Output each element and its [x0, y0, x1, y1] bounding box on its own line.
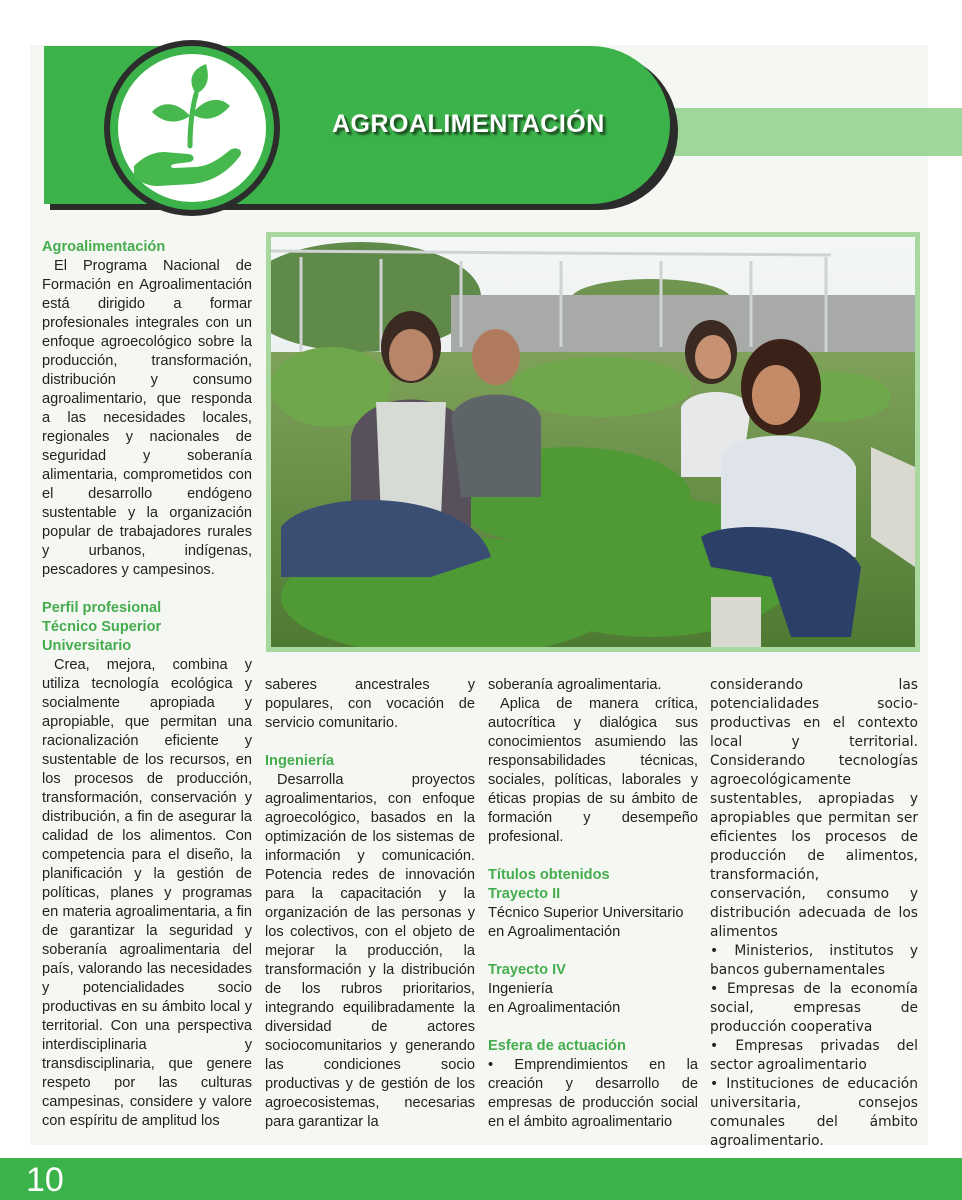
plant-in-hand-icon — [118, 54, 266, 202]
section-heading-trayecto-4: Trayecto IV — [488, 962, 566, 978]
section-heading-ingenieria: Ingeniería — [265, 753, 334, 769]
trayecto-4-line-1: Ingeniería — [488, 981, 553, 997]
header-band — [660, 108, 962, 156]
ingenieria-paragraph: Desarrolla proyectos agroalimentarios, con enfoque agroecológico, basados en la optimización de los sistemas de información y comunicación. Potencia redes de innovación para la capacitación y la organización de las personas y los colectivos, con el objeto de mejorar la producción, la transformación y la distribución de los rubros prioritarios, integrando equilibradamente la diversidad de actores sociocomunitarios y generando las condiciones socio productivas y de gestión de los agroecosistemas, necesarias para garantizar la — [265, 772, 475, 1130]
section-heading-tsu: Técnico Superior — [42, 619, 162, 635]
list-item: • Empresas de la economía social, empresas de producción cooperativa — [710, 981, 918, 1035]
esfera-bullet: • Emprendimientos en la creación y desarrollo de empresas de producción social en el ámbito agroalimentario — [488, 1057, 698, 1130]
page-number: 10 — [26, 1161, 64, 1199]
footer-bar — [0, 1158, 962, 1200]
list-item: • Ministerios, institutos y bancos gubernamentales — [710, 943, 918, 978]
col2-continuation: saberes ancestrales y populares, con vocación de servicio comunitario. — [265, 677, 475, 731]
perfil-paragraph: Crea, mejora, combina y utiliza tecnología ecológica y socialmente apropiada y apropiable, que permitan una racionalización eficiente y sustentable de los recursos, en los procesos de producción, transformación, conservación y distribución, a fin de asegurar la calidad de los alimentos. Con competencia para el diseño, la planificación y la gestión de políticas, planes y programas en materia agroalimentaria, a fin de garantizar la seguridad y soberanía agroalimentaria del país, valorando las necesidades y potencialidades socio productivas en su ámbito local y territorial. Con una perspectiva interdisciplinaria y transdisciplinaria, que genere respeto por las culturas campesinas, considere y valore con espíritu de amplitud los — [42, 657, 252, 1129]
section-heading-perfil: Perfil profesional — [42, 600, 162, 616]
column-3 — [488, 676, 698, 1132]
section-heading-esfera: Esfera de actuación — [488, 1038, 626, 1054]
section-heading-trayecto-2: Trayecto II — [488, 886, 561, 902]
col3-continuation: soberanía agroalimentaria. — [488, 677, 662, 693]
col4-paragraph: considerando las potencialidades socio-productivas en el contexto local y territorial. Considerando tecnologías agroecológicamente sustentables, apropiadas y apropiables que permitan ser eficientes los procesos de producción de alimentos, transformación, conservación, consumo y distribución adecuada de los alimentos — [710, 677, 918, 940]
column-2 — [265, 676, 475, 1132]
trayecto-4-line-2: en Agroalimentación — [488, 1000, 621, 1016]
page-title: AGROALIMENTACIÓN — [332, 110, 605, 138]
list-item: • Instituciones de educación universitaria, consejos comunales del ámbito agroalimentario. — [710, 1076, 918, 1149]
intro-paragraph: El Programa Nacional de Formación en Agroalimentación está dirigido a formar profesionales integrales con un enfoque agroecológico sobre la producción, transformación, distribución y consumo agroalimentario, que responda a las necesidades locales, regionales y nacionales de seguridad y soberanía alimentaria, comprometidos con el desarrollo endógeno sustentable y la organización popular de trabajadores rurales y urbanos, indígenas, pescadores y campesinos. — [42, 258, 252, 578]
section-heading-universitario: Universitario — [42, 638, 132, 654]
trayecto-2-line-2: en Agroalimentación — [488, 924, 621, 940]
trayecto-2-line-1: Técnico Superior Universitario — [488, 905, 684, 921]
section-heading-agroalimentacion: Agroalimentación — [42, 239, 166, 255]
section-heading-titulos: Títulos obtenidos — [488, 867, 610, 883]
list-item: • Empresas privadas del sector agroalimentario — [710, 1038, 918, 1073]
column-1 — [42, 238, 252, 1131]
photo-students-garden — [271, 237, 915, 647]
column-4 — [710, 676, 918, 1151]
col3-paragraph: Aplica de manera crítica, autocrítica y dialógica sus conocimientos asumiendo las responsabilidades técnicas, sociales, políticas, laborales y éticas propias de su ámbito de formación y desempeño profesional. — [488, 696, 698, 845]
